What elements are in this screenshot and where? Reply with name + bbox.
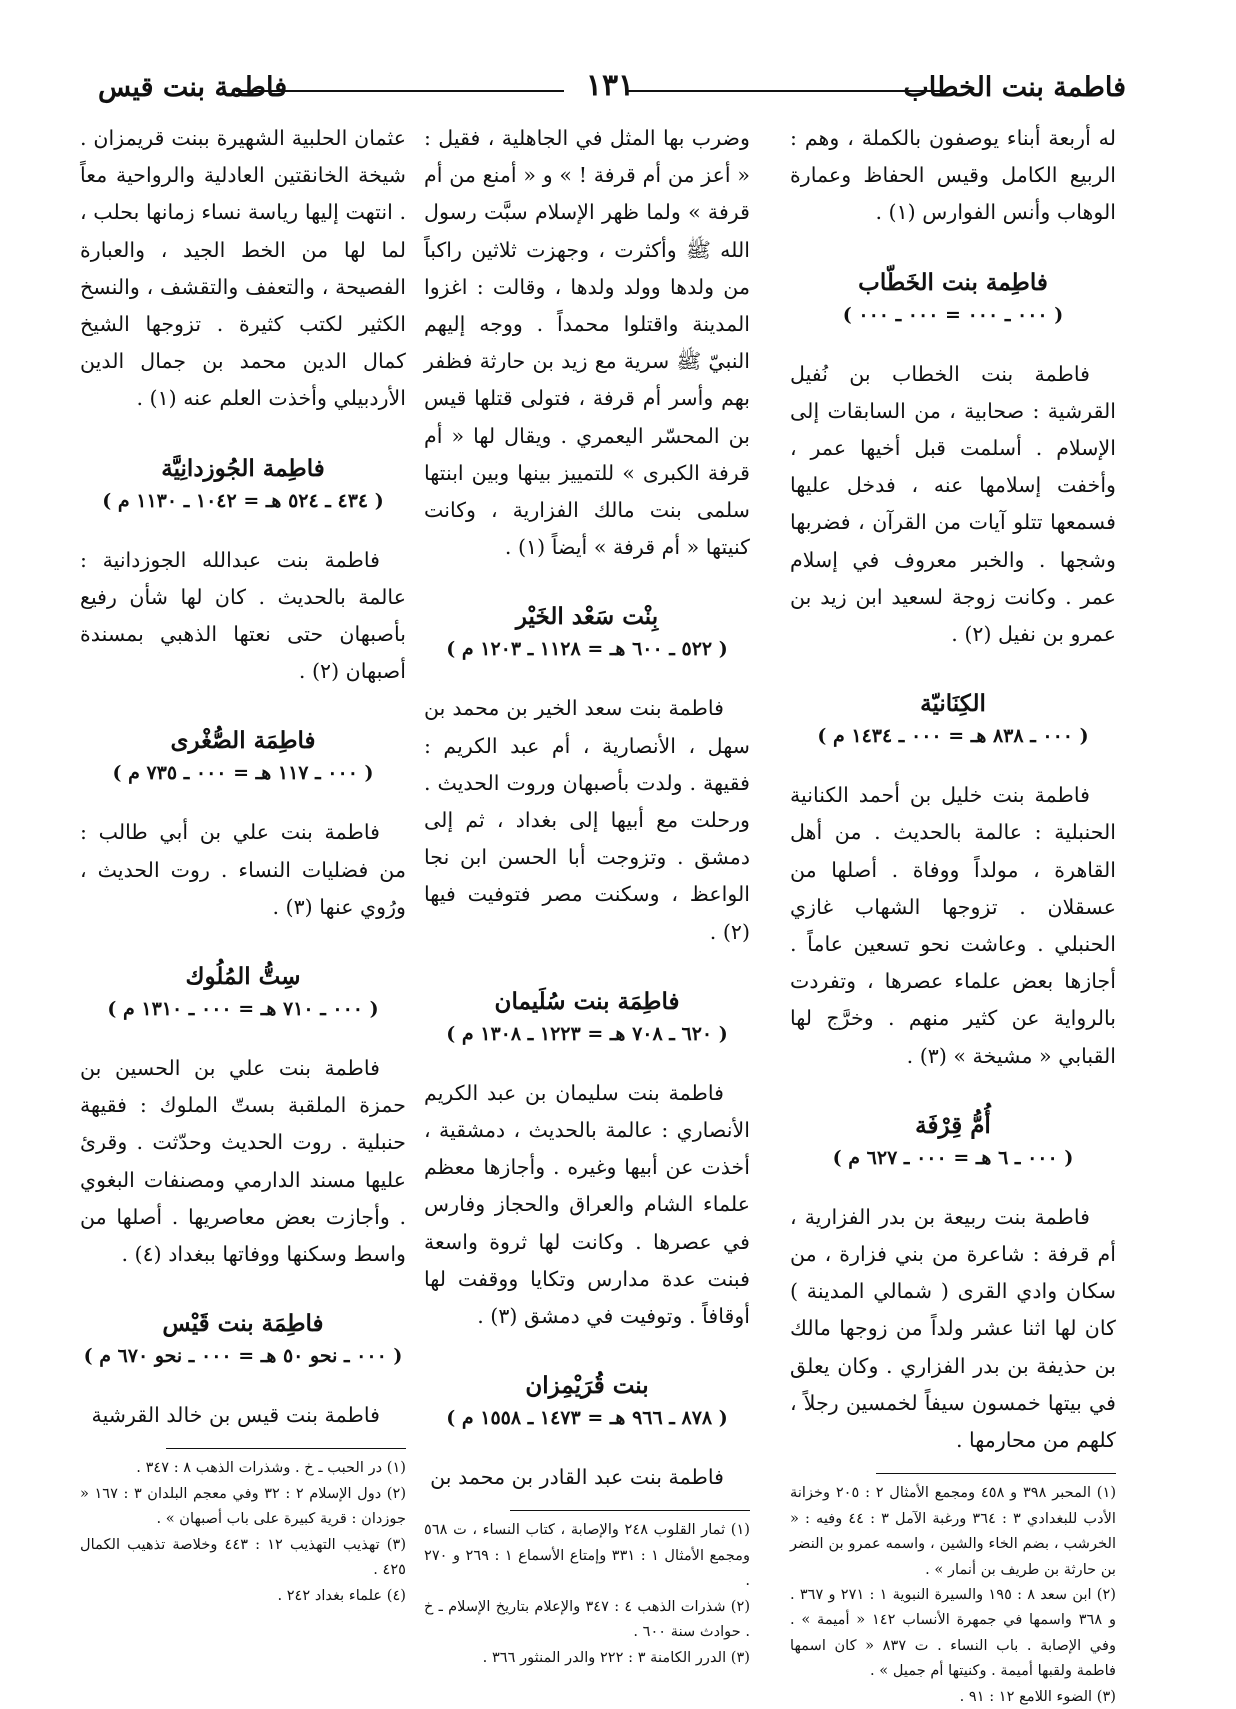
footnote: (١) المحبر ٣٩٨ و ٤٥٨ ومجمع الأمثال ٢ : ٢٠٥ وخزانة الأدب للبغدادي ٣ : ٣٦٤ ورغبة الآمل ٣ : ٤٤ وفيه : « الخرشب ، بضم الخاء والشين ، واسمه عمرو بن النضر بن حارثة بن طريف بن أنمار » . (790, 1484, 1117, 1578)
entry-dates: ( ٨٧٨ ـ ٩٦٦ هـ = ١٤٧٣ ـ ١٥٥٨ م ) (446, 1407, 728, 1430)
footnote: (٢) دول الإسلام ٢ : ٣٢ وفي معجم البلدان ٣ : ١٦٧ « جوزدان : قرية كبيرة على باب أصبهان » . (80, 1484, 407, 1528)
entry-title: فاطِمَة بنت سُلَيمان (494, 987, 680, 1015)
entry-text: فاطمة بنت الخطاب بن نُفيل القرشية : صحابية ، من السابقات إلى الإسلام . أسلمت قبل أخيها عمر ، وأخفت إسلامها عنه ، فدخل عليها فسمعها تتلو آيات من القرآن ، فضربها وشجها . والخبر معروف في إسلام عمر . وكانت زوجة لسعيد ابن زيد بن عمرو بن نفيل (٢) . (790, 361, 1116, 647)
entry-text: فاطمة بنت عبد القادر بن محمد بن (430, 1465, 724, 1490)
entry-text: فاطمة بنت خليل بن أحمد الكنانية الحنبلية : عالمة بالحديث . من أهل القاهرة ، مولداً ووفاة . أصلها من عسقلان . تزوجها الشهاب غازي الحنبلي . وعاشت نحو تسعين عاماً . أجازها بعض علماء عصرها ، وتفردت بالرواية عن كثير منهم . وخرَّج لها القبابي « مشيخة » (٣) . (790, 783, 1116, 1068)
entry-title: سِتُّ المُلُوك (185, 963, 301, 991)
entry-dates: ( ٠٠٠ ـ ٠٠٠ = ٠٠٠ ـ ٠٠٠ ) (842, 303, 1064, 326)
entry-title: بنت قُرَيْمِزان (525, 1372, 649, 1400)
footnote: (٣) تهذيب التهذيب ١٢ : ٤٤٣ وخلاصة تذهيب الكمال ٤٢٥ . (80, 1535, 407, 1579)
header-rule-right (626, 90, 946, 92)
entry-text: فاطمة بنت علي بن الحسين بن حمزة الملقبة بستّ الملوك : فقيهة حنبلية . روت الحديث وحدّثت . وقرئ عليها مسند الدارمي ومصنفات البغوي . وأجازت بعض معاصريها . أصلها من واسط وسكنها ووفاتها ببغداد (٤) . (80, 1056, 406, 1267)
entry-dates: ( ٦٢٠ ـ ٧٠٨ هـ = ١٢٢٣ ـ ١٣٠٨ م ) (446, 1022, 728, 1045)
entry-dates: ( ٠٠٠ ـ ١١٧ هـ = ٠٠٠ ـ ٧٣٥ م ) (112, 762, 374, 785)
entry-title: بِنْت سَعْد الخَيْر (515, 603, 659, 631)
footnote: (٣) الدرر الكامنة ٣ : ٢٢٢ والدر المنثور ٣٦٦ . (482, 1648, 750, 1666)
footnote: (٢) شذرات الذهب ٤ : ٣٤٧ والإعلام بتاريخ الإسلام ـ خ . حوادث سنة ٦٠٠ . (424, 1597, 751, 1641)
entry-text: فاطمة بنت ربيعة بن بدر الفزارية ، أم قرفة : شاعرة من بني فزارة ، من سكان وادي القرى ( شمالي المدينة ) كان لها اثنا عشر ولداً من زوجها مالك بن حذيفة بن بدر الفزاري . وكان يعلق في بيتها خمسون سيفاً لخمسين رجلاً ، كلهم من محارمها . (790, 1204, 1116, 1453)
entry-title: أُمُّ قِرْفَة (915, 1111, 991, 1139)
entry-dates: ( ٠٠٠ ـ نحو ٥٠ هـ = ٠٠٠ ـ نحو ٦٧٠ م ) (83, 1345, 403, 1368)
running-header (86, 68, 1126, 112)
entry-text: فاطمة بنت سليمان بن عبد الكريم الأنصاري : عالمة بالحديث ، دمشقية ، أخذت عن أبيها وغيره . وأجازها معظم علماء الشام والعراق والحجاز وفارس في عصرها . وكانت لها ثروة واسعة فبنت عدة مدارس وتكايا ووقفت لها أوقافاً . وتوفيت في دمشق (٣) . (424, 1080, 750, 1329)
footnote: (٤) علماء بغداد ٢٤٢ . (277, 1586, 406, 1604)
entry-title: فاطِمَة بنت قَيْس (162, 1310, 324, 1338)
entry-dates: ( ٠٠٠ ـ ٨٣٨ هـ = ٠٠٠ ـ ١٤٣٤ م ) (817, 725, 1089, 748)
continuation-paragraph: له أربعة أبناء يوصفون بالكملة ، وهم : الربيع الكامل وقيس الحفاظ وعمارة الوهاب وأنس الفوارس (١) . (790, 126, 1116, 225)
entry-dates: ( ٠٠٠ ـ ٧١٠ هـ = ٠٠٠ ـ ١٣١٠ م ) (107, 998, 379, 1021)
entry-title: فاطِمة بنت الخَطّاب (858, 268, 1048, 296)
entry-text: فاطمة بنت سعد الخير بن محمد بن سهل ، الأنصارية ، أم عبد الكريم : فقيهة . ولدت بأصبهان وروت الحديث . ورحلت مع أبيها إلى بغداد ، ثم إلى دمشق . وتزوجت أبا الحسن ابن نجا الواعظ ، وسكنت مصر فتوفيت فيها (٢) . (424, 696, 750, 944)
entry-text: فاطمة بنت علي بن أبي طالب : من فضليات النساء . روت الحديث ، ورُوي عنها (٣) . (80, 820, 406, 919)
footnote: (١) در الحبب ـ خ . وشذرات الذهب ٨ : ٣٤٧ . (136, 1459, 406, 1477)
footnote: (١) ثمار القلوب ٢٤٨ والإصابة ، كتاب النساء ، ت ٥٦٨ ومجمع الأمثال ١ : ٣٣١ وإمتاع الأسماع ١ : ٢٦٩ و ٢٧٠ . (424, 1521, 751, 1590)
running-title-left: فاطمة بنت قيس (98, 72, 288, 103)
entry-title: فاطِمة الجُوزدانِيَّة (161, 454, 325, 482)
column-left (80, 120, 406, 1620)
footnote-rule (166, 1448, 406, 1449)
entry-title: فاطِمَة الصُّغْرى (170, 727, 316, 755)
entry-dates: ( ٤٣٤ ـ ٥٢٤ هـ = ١٠٤٢ ـ ١١٣٠ م ) (102, 489, 384, 512)
entry-text: فاطمة بنت قيس بن خالد القرشية (91, 1403, 380, 1428)
footnote: (٢) ابن سعد ٨ : ١٩٥ والسيرة النبوية ١ : ٢٧١ و ٣٦٧ . و ٣٦٨ واسمها في جمهرة الأنساب ١٤٢ « أميمة » . وفي الإصابة . باب النساء . ت ٨٣٧ « كان اسمها فاطمة ولقبها أميمة . وكنيتها أم جميل » . (790, 1585, 1117, 1680)
running-title-right: فاطمة بنت الخطاب (903, 72, 1126, 103)
continuation-paragraph: وضرب بها المثل في الجاهلية ، فقيل : « أعز من أم قرفة ! » و « أمنع من أم قرفة » ولما ظهر الإسلام سبَّت رسول الله ﷺ وأكثرت ، وجهزت ثلاثين راكباً من ولدها وولد ولدها ، وقالت : اغزوا المدينة واقتلوا محمداً . ووجه إليهم النبيّ ﷺ سرية مع زيد بن حارثة فظفر بهم وأسر أم قرفة ، فتولى قتلها قيس بن المحسّر اليعمري . ويقال لها « أم قرفة الكبرى » للتمييز بينها وبين ابنتها سلمى بنت مالك الفزارية ، وكانت كنيتها « أم قرفة » أيضاً (١) . (424, 126, 750, 560)
continuation-paragraph: عثمان الحلبية الشهيرة ببنت قريمزان . شيخة الخانقتين العادلية والرواحية معاً . انتهت إليها رياسة نساء زمانها بحلب ، لما لها من الخط الجيد ، والعبارة الفصيحة ، والتعفف والتقشف ، والنسخ الكثير لكتب كثيرة . تزوجها الشيخ كمال الدين محمد بن جمال الدين الأردبيلي وأخذت العلم عنه (١) . (80, 126, 406, 411)
column-middle (424, 120, 751, 1666)
page-number: ١٣١ (585, 68, 635, 103)
entry-dates: ( ٥٢٢ ـ ٦٠٠ هـ = ١١٢٨ ـ ١٢٠٣ م ) (446, 638, 728, 661)
footnote: (٣) الضوء اللامع ١٢ : ٩١ . (959, 1687, 1116, 1705)
entry-title: الكِنَانيّة (920, 690, 986, 718)
entry-text: فاطمة بنت عبدالله الجوزدانية : عالمة بالحديث . كان لها شأن رفيع بأصبهان حتى نعتها الذهبي بمسندة أصبهان (٢) . (80, 547, 406, 684)
footnote-rule (876, 1473, 1116, 1474)
column-right (790, 120, 1117, 1705)
entry-dates: ( ٠٠٠ ـ ٦ هـ = ٠٠٠ ـ ٦٢٧ م ) (832, 1146, 1074, 1169)
footnote-rule (510, 1510, 750, 1511)
